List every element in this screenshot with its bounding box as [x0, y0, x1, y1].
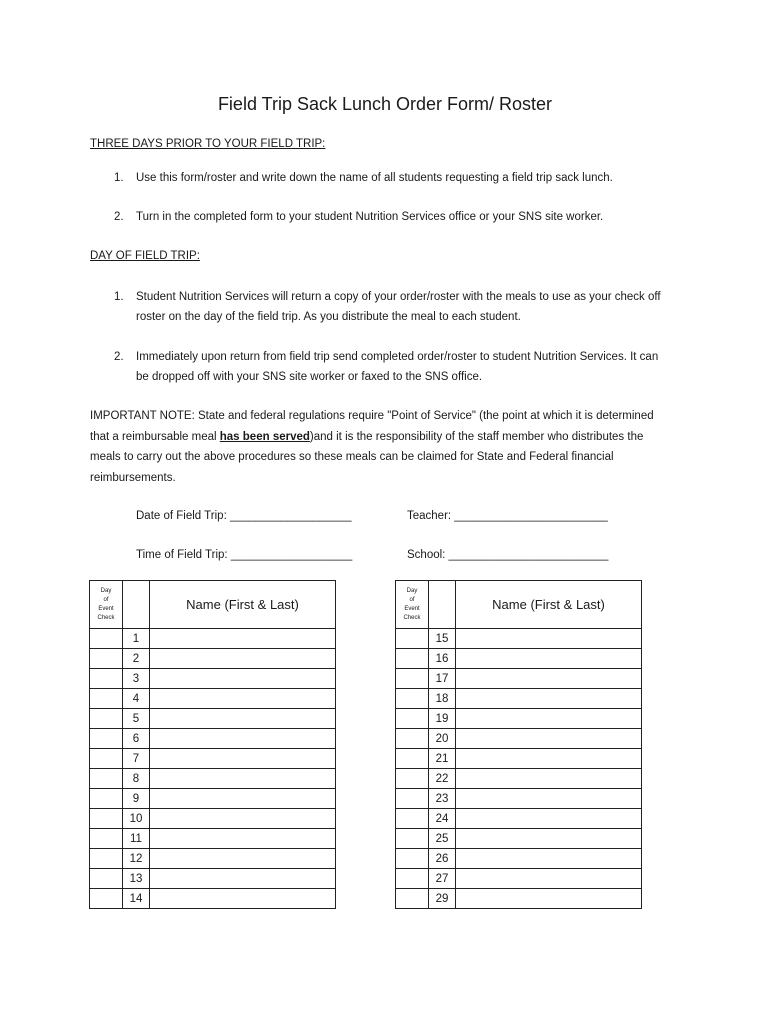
check-cell[interactable]	[90, 789, 123, 809]
check-column-header	[90, 581, 123, 629]
row-number: 1	[123, 629, 150, 649]
row-number: 15	[429, 629, 456, 649]
roster-row	[90, 669, 336, 689]
student-name-cell[interactable]	[456, 869, 642, 889]
check-cell[interactable]	[396, 809, 429, 829]
roster-row	[396, 889, 642, 909]
roster-row	[396, 749, 642, 769]
roster-row	[90, 769, 336, 789]
student-name-cell[interactable]	[456, 849, 642, 869]
student-name-cell[interactable]	[150, 769, 336, 789]
student-name-cell[interactable]	[150, 689, 336, 709]
item-text: Turn in the completed form to your student Nutrition Services office or your SNS site worker.	[136, 211, 604, 223]
check-header-line: Day	[406, 587, 418, 594]
student-name-cell[interactable]	[456, 889, 642, 909]
row-number: 26	[429, 849, 456, 869]
row-number: 10	[123, 809, 150, 829]
check-cell[interactable]	[396, 629, 429, 649]
check-column-header	[396, 581, 429, 629]
instruction-day-2	[114, 347, 674, 387]
roster-row	[90, 849, 336, 869]
roster-row	[396, 829, 642, 849]
check-cell[interactable]	[396, 829, 429, 849]
row-number: 4	[123, 689, 150, 709]
roster-row	[90, 829, 336, 849]
check-cell[interactable]	[90, 669, 123, 689]
note-emphasis: has been served	[219, 430, 310, 443]
student-name-cell[interactable]	[456, 729, 642, 749]
row-number: 23	[429, 789, 456, 809]
note-text-before: IMPORTANT NOTE: State and federal regulations require "Point of Service" (the point at which it is determined that a reimbursable meal	[90, 410, 654, 443]
row-number: 13	[123, 869, 150, 889]
note-text-after: )and it is the responsibility of the staff member who distributes the meals to carry out the above procedures so these meals can be claimed for State and Federal financial reimbursements.	[90, 430, 644, 484]
roster-row	[90, 809, 336, 829]
roster-row	[396, 669, 642, 689]
row-number: 18	[429, 689, 456, 709]
roster-header-row	[396, 581, 642, 629]
row-number: 2	[123, 649, 150, 669]
check-cell[interactable]	[396, 769, 429, 789]
instruction-prior-2	[114, 207, 674, 227]
roster-row	[90, 649, 336, 669]
item-number: 1.	[114, 172, 124, 184]
roster-row	[90, 869, 336, 889]
student-name-cell[interactable]	[456, 709, 642, 729]
roster-header-row	[90, 581, 336, 629]
check-header-line: Event	[98, 605, 114, 612]
student-name-cell[interactable]	[150, 869, 336, 889]
number-column-header	[429, 581, 456, 629]
student-name-cell[interactable]	[150, 889, 336, 909]
item-text: Use this form/roster and write down the name of all students requesting a field trip sack lunch.	[136, 172, 613, 184]
section-heading-day-of: DAY OF FIELD TRIP:	[90, 250, 200, 262]
check-cell[interactable]	[90, 809, 123, 829]
check-header-line: Check	[403, 614, 421, 621]
student-name-cell[interactable]	[456, 789, 642, 809]
check-header-line: Check	[97, 614, 115, 621]
roster-row	[90, 689, 336, 709]
student-name-cell[interactable]	[150, 629, 336, 649]
instruction-prior-1	[114, 168, 674, 188]
check-cell[interactable]	[396, 789, 429, 809]
student-name-cell[interactable]	[150, 709, 336, 729]
row-number: 17	[429, 669, 456, 689]
student-name-cell[interactable]	[456, 809, 642, 829]
student-name-cell[interactable]	[150, 729, 336, 749]
section-heading-prior: THREE DAYS PRIOR TO YOUR FIELD TRIP:	[90, 138, 326, 150]
row-number: 9	[123, 789, 150, 809]
roster-row	[396, 629, 642, 649]
roster-row	[90, 629, 336, 649]
teacher-field[interactable]: Teacher: ________________________	[407, 510, 608, 522]
student-name-cell[interactable]	[150, 669, 336, 689]
check-cell[interactable]	[90, 869, 123, 889]
check-header-line: Day	[100, 587, 112, 594]
number-column-header	[123, 581, 150, 629]
row-number: 14	[123, 889, 150, 909]
check-cell[interactable]	[90, 709, 123, 729]
item-number: 2.	[114, 211, 124, 223]
student-name-cell[interactable]	[456, 829, 642, 849]
check-cell[interactable]	[90, 889, 123, 909]
row-number: 24	[429, 809, 456, 829]
date-field[interactable]: Date of Field Trip: ___________________	[136, 510, 352, 522]
row-number: 19	[429, 709, 456, 729]
check-header-line: Event	[404, 605, 420, 612]
roster-table-right	[395, 580, 642, 909]
roster-row	[396, 689, 642, 709]
item-number: 2.	[114, 351, 124, 363]
check-header-line: of	[103, 596, 109, 603]
check-cell[interactable]	[90, 649, 123, 669]
check-cell[interactable]	[396, 649, 429, 669]
student-name-cell[interactable]	[150, 829, 336, 849]
item-text: Immediately upon return from field trip send completed order/roster to student Nutrition Services. It can be dropped off with your SNS site worker or faxed to the SNS office.	[136, 351, 659, 383]
roster-row	[396, 869, 642, 889]
check-cell[interactable]	[396, 669, 429, 689]
student-name-cell[interactable]	[150, 649, 336, 669]
roster-row	[396, 709, 642, 729]
check-cell[interactable]	[396, 849, 429, 869]
roster-row	[396, 849, 642, 869]
student-name-cell[interactable]	[150, 809, 336, 829]
row-number: 22	[429, 769, 456, 789]
item-number: 1.	[114, 291, 124, 303]
row-number: 8	[123, 769, 150, 789]
student-name-cell[interactable]	[456, 649, 642, 669]
row-number: 20	[429, 729, 456, 749]
check-header-line: of	[409, 596, 415, 603]
item-text: Student Nutrition Services will return a copy of your order/roster with the meals to use as your check off roster on the day of the field trip. As you distribute the meal to each student.	[136, 291, 661, 323]
instruction-day-1	[114, 287, 674, 327]
student-name-cell[interactable]	[456, 689, 642, 709]
roster-row	[396, 789, 642, 809]
roster-row	[90, 729, 336, 749]
student-name-cell[interactable]	[456, 769, 642, 789]
check-cell[interactable]	[90, 629, 123, 649]
important-note	[90, 406, 670, 488]
check-cell[interactable]	[396, 709, 429, 729]
roster-row	[90, 789, 336, 809]
row-number: 29	[429, 889, 456, 909]
check-cell[interactable]	[90, 729, 123, 749]
check-cell[interactable]	[90, 849, 123, 869]
row-number: 21	[429, 749, 456, 769]
roster-row	[396, 729, 642, 749]
row-number: 11	[123, 829, 150, 849]
name-column-header: Name (First & Last)	[150, 581, 336, 629]
roster-table-left	[89, 580, 336, 909]
roster-row	[396, 769, 642, 789]
row-number: 25	[429, 829, 456, 849]
name-column-header: Name (First & Last)	[456, 581, 642, 629]
roster-row	[90, 749, 336, 769]
check-cell[interactable]	[90, 829, 123, 849]
roster-row	[90, 709, 336, 729]
check-cell[interactable]	[396, 749, 429, 769]
row-number: 12	[123, 849, 150, 869]
row-number: 27	[429, 869, 456, 889]
row-number: 6	[123, 729, 150, 749]
time-field[interactable]: Time of Field Trip: ___________________	[136, 549, 353, 561]
student-name-cell[interactable]	[456, 749, 642, 769]
row-number: 5	[123, 709, 150, 729]
check-cell[interactable]	[396, 729, 429, 749]
student-name-cell[interactable]	[150, 789, 336, 809]
check-cell[interactable]	[90, 749, 123, 769]
check-cell[interactable]	[396, 689, 429, 709]
page-title: Field Trip Sack Lunch Order Form/ Roster	[217, 94, 553, 114]
check-cell[interactable]	[90, 689, 123, 709]
row-number: 3	[123, 669, 150, 689]
student-name-cell[interactable]	[456, 629, 642, 649]
student-name-cell[interactable]	[150, 749, 336, 769]
check-cell[interactable]	[396, 889, 429, 909]
row-number: 16	[429, 649, 456, 669]
student-name-cell[interactable]	[456, 669, 642, 689]
check-cell[interactable]	[90, 769, 123, 789]
student-name-cell[interactable]	[150, 849, 336, 869]
school-field[interactable]: School: _________________________	[407, 549, 609, 561]
check-cell[interactable]	[396, 869, 429, 889]
roster-row	[90, 889, 336, 909]
row-number: 7	[123, 749, 150, 769]
roster-row	[396, 809, 642, 829]
roster-row	[396, 649, 642, 669]
